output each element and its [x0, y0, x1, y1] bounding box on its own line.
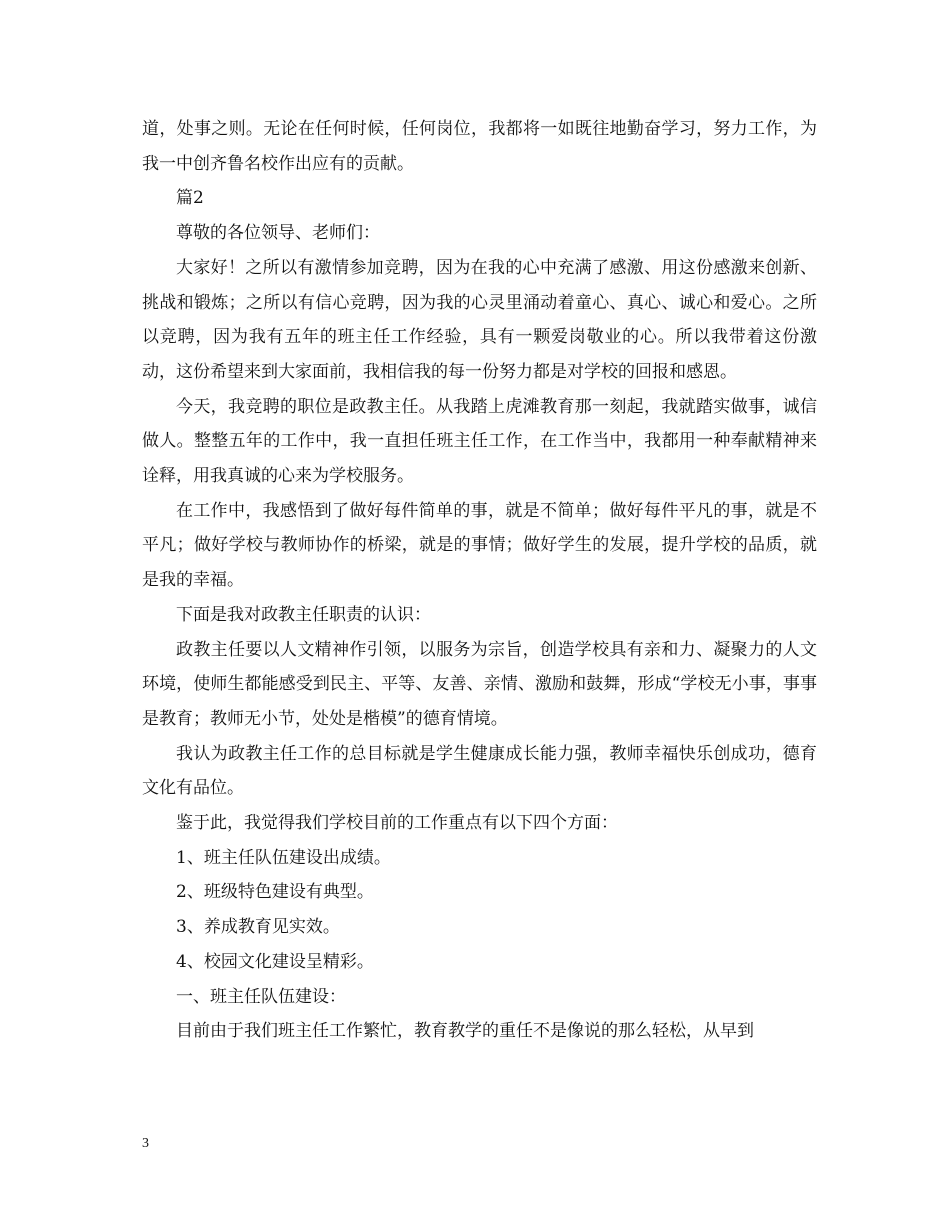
- list-item-2: 2、班级特色建设有典型。: [176, 882, 374, 903]
- salutation: 尊敬的各位领导、老师们：: [176, 223, 380, 244]
- list-item-4: 4、校园文化建设呈精彩。: [176, 951, 374, 972]
- paragraph-insight: 在工作中，我感悟到了做好每件简单的事，就是不简单；做好每件平凡的事，就是不平凡；做好学校与教师协作的桥梁，就是的事情；做好学生的发展，提升学校的品质，就是我的幸福。: [142, 500, 817, 591]
- document-body: [142, 112, 817, 1049]
- section-heading-2: 篇2: [176, 188, 204, 209]
- paragraph-teacher-team: 目前由于我们班主任工作繁忙，教育教学的重任不是像说的那么轻松，从早到: [176, 1021, 754, 1042]
- subheading-teacher-team: 一、班主任队伍建设：: [176, 986, 346, 1007]
- paragraph-focus: 鉴于此，我觉得我们学校目前的工作重点有以下四个方面：: [176, 813, 618, 834]
- paragraph-1: 道，处事之则。无论在任何时候，任何岗位，我都将一如既往地勤奋学习，努力工作，为我一中创齐鲁名校作出应有的贡献。: [142, 119, 817, 174]
- list-item-3: 3、养成教育见实效。: [176, 917, 340, 938]
- paragraph-position: 今天，我竞聘的职位是政教主任。从我踏上虎滩教育那一刻起，我就踏实做事，诚信做人。整整五年的工作中，我一直担任班主任工作，在工作当中，我都用一种奉献精神来诠释，用我真诚的心来为学校服务。: [142, 396, 817, 487]
- paragraph-goal: 我认为政教主任工作的总目标就是学生健康成长能力强，教师幸福快乐创成功，德育文化有品位。: [142, 743, 817, 799]
- paragraph-greeting: 大家好！之所以有激情参加竞聘，因为在我的心中充满了感激、用这份感激来创新、挑战和锻炼；之所以有信心竞聘，因为我的心灵里涌动着童心、真心、诚心和爱心。之所以竞聘，因为我有五年的班主任工作经验，具有一颗爱岗敬业的心。所以我带着这份激动，这份希望来到大家面前，我相信我的每一份努力都是对学校的回报和感恩。: [142, 257, 817, 382]
- paragraph-duties: 政教主任要以人文精神作引领，以服务为宗旨，创造学校具有亲和力、凝聚力的人文环境，使师生都能感受到民主、平等、友善、亲情、激励和鼓舞，形成“学校无小事，事事是教育；教师无小节，处处是楷模”的德育情境。: [142, 639, 817, 729]
- page-number: 3: [142, 1136, 149, 1151]
- list-item-1: 1、班主任队伍建设出成绩。: [176, 847, 391, 868]
- paragraph-intro-duties: 下面是我对政教主任职责的认识：: [176, 604, 431, 625]
